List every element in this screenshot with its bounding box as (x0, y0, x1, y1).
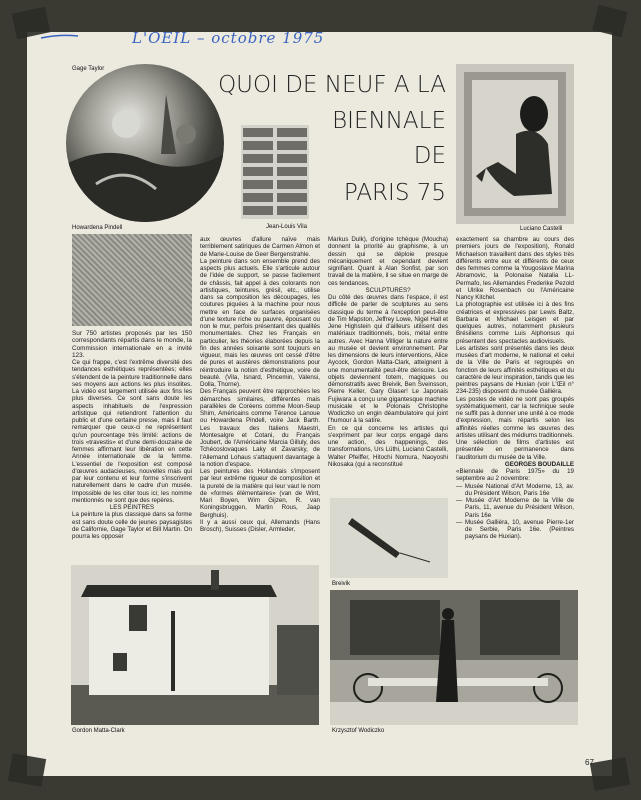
article-column-4 (456, 236, 574, 541)
caption-gage-taylor: Gage Taylor (72, 66, 105, 72)
paragraph: En ce qui concerne les artistes qui s'expriment par leur corps engagé dans une action, des happenings, des transformations, Urs Lüthi, Luciano Castelli, Walter Pfeiffer, Hitochi Nomura, Naoyoshi Nikosaka (qui a reconstitué (328, 424, 448, 468)
portrait-photo (456, 64, 574, 224)
paragraph: Une sélection de films d'artistes est présentée en permanence dans l'auditorium du musée de la Ville. (456, 439, 574, 461)
caption-gordon-matta-clark: Gordon Matta-Clark (72, 728, 125, 734)
street-photo (330, 590, 578, 725)
article-column-2 (200, 236, 320, 533)
sculpture-object (330, 498, 448, 578)
page-number: 67 (585, 758, 594, 767)
pen-stroke (40, 34, 80, 40)
caption-jean-louis-vila: Jean-Louis Vila (266, 224, 307, 230)
round-painting-image (66, 64, 224, 222)
grid-artwork-image (241, 125, 309, 219)
paragraph: La peinture la plus classique dans sa forme est sans doute celle de jeunes paysagistes de Californie, Gage Taylor et Bill Martin. On pourra les opposer (72, 511, 192, 540)
street-scene (330, 590, 578, 725)
headline-line-1: QUOI DE NEUF A LA (218, 72, 446, 98)
venue-item: — Musée National d'Art Moderne, 13, av. du Président Wilson, Paris 16e (456, 482, 574, 497)
paragraph: Les peintures des Hollandais s'imposent par leur extrême rigueur de composition et la pureté de la matière qui leur vaut le nom de «formes élémentaires» (van de Wint, Mari Boyen, Wim Gijzen, R. van Koningsbruggen, Martin Rous, Jaap Berghuis). (200, 468, 320, 519)
paragraph: Il y a aussi ceux qui, Allemands (Hans Brosch), Suisses (Disler, Armleder, (200, 518, 320, 533)
venue-item: — Musée Galliéra, 10, avenue Pierre-1er de Serbie, Paris 16e. (Peintres paysans de Huxian). (456, 518, 574, 541)
paragraph: aux œuvres d'allure naïve mais terriblement satiriques de Carmen Almon et de Marie-Louise de Geer Bergenstrahle. (200, 236, 320, 258)
caption-breivik: Breivik (332, 581, 351, 587)
article-column-1 (72, 330, 192, 540)
paragraph: Les postes de vidéo ne sont pas groupés systématiquement, car la technique seule ne suffit pas à donner une unité à ce mode d'expression, mais répartis selon les affinités réelles comme les œuvres des artistes utilisant des médiums traditionnels. (456, 395, 574, 439)
grid-pattern (241, 125, 309, 219)
tape-bottom-right (590, 757, 630, 791)
portrait-figure (456, 64, 574, 224)
house-scene (71, 565, 319, 725)
headline-line-4: PARIS 75 (343, 180, 446, 206)
exhibition-dates: «Biennale de Paris 1975» du 19 septembre au 2 novembre: (456, 468, 574, 483)
paragraph: Markus Dulk), d'origine tchèque (Moucha) donnent la priorité au graphisme, à un dessin qui se déploie presque mécaniquement et cependant devient signifiant. Quant à Alan Sonfist, par son travail de la matière, il se situe en marge de ces tendances. (328, 236, 448, 287)
caption-luciano-castelli: Luciano Castelli (520, 226, 563, 232)
tape-bottom-left (8, 753, 46, 786)
sculpture-photo (330, 498, 448, 578)
paragraph: Du côté des œuvres dans l'espace, il est difficile de parler de sculptures au sens classique du terme à l'exception peut-être de Tim Mapston, Jeffrey Lowe, Nigel Hall et Jene Highstein qui d'ailleurs utilisent des matériaux traditionnels, bois, métal entre autres. Avec Hanna Villiger la nature entre au musée et devient environnement. Par les dimensions de leurs interventions, Alice Aycock, Gordon Matta-Clark, atteignent à une monumentalité peut-être dérisoire. Les objets deviennent totem, magiques ou démonstratifs avec Breivik, Ben Sveinsson, Pierre Keller, Gary Glaser! Le Japonais Fujiwara a conçu une gigantesque machine musicale et le Polonais Christophe Wodiczko un engin déambulatoire qui joint l'humour à la satire. (328, 294, 448, 425)
venue-item: — Musée d'Art Moderne de la Ville de Paris, 11, avenue du Président Wilson, Paris 16e (456, 497, 574, 519)
handwritten-annotation: L'OEIL – octobre 1975 (132, 29, 325, 47)
article-column-3 (328, 236, 448, 468)
caption-howardena-pindell: Howardena Pindell (72, 225, 123, 231)
caption-krzysztof-wodiczko: Krzysztof Wodiczko (332, 728, 385, 734)
paragraph: La photographie est utilisée ici à des fins créatrices et expressives par Lewis Baltz, Barbara et Michael Leisgen et par quelques autres, notamment plusieurs Brésiliens comme Luis Alphonsus qui présentent des spectacles audiovisuels. (456, 301, 574, 345)
paragraph: exactement sa chambre au cours des premiers jours de l'exposition), Ronald Michaelson travaillent dans des styles très différents entre eux et différents de ceux des femmes comme la Yougoslave Marina Abramovic, la Polonaise Natalia LL-Permafo, les Allemandes Frederike Pezold et Ulrike Rosenbach ou l'Américaine Nancy Kitchel. (456, 236, 574, 301)
paragraph: Des Français peuvent être rapprochées les démarches similaires, différentes mais parallèles de Coréens comme Moon-Seup Shim, Américains comme Térence Lanoue ou Howardena Pindell, voire Jack Barth. Les travaux des Italiens Maestri, Montesalgre et Cotani, du Français Joubert, de l'Américaine Marcia Gilluly, des Tchécoslovaques Laky et Zavarsky, de l'Allemand Lohaus s'attaquent davantage à la notion d'espace. (200, 388, 320, 468)
section-heading-sculptures: SCULPTURES? (365, 286, 411, 294)
texture-artwork-image (72, 234, 192, 326)
author-signature: GEORGES BOUDAILLE (504, 460, 574, 468)
house-photo (71, 565, 319, 725)
painting-landscape (66, 64, 224, 222)
section-heading-painters: LES PEINTRES (109, 504, 155, 511)
headline-line-2: BIENNALE (332, 108, 446, 134)
drop-cap-paragraph: Sur 750 artistes proposés par les 150 correspondants répartis dans le monde, la Commission internationale en a invité 123. (72, 330, 192, 359)
headline-line-3: DE (413, 143, 446, 169)
paragraph: Les artistes sont présentés dans les deux musées d'art moderne, le national et celui de la Ville de Paris et regroupés en fonction de leurs affinités esthétiques et du caractère de leur inspiration, tandis que les peintres paysans de Huxian (voir L'Œil n° 234-235) disposent du musée Galliéra. (456, 344, 574, 396)
paragraph: La peinture dans son ensemble prend des aspects plus actuels. Elle s'articule autour de l'idée de support, se passe facilement de châssis, fait appel à des colorants non artistiques, teintures, grésil, etc., utilise dans sa composition les découpages, les coutures piquées à la machine pour nous mettre en face de surfaces organisées d'une texture riche ou pauvre, épousant ou non le mur, perfois présentant des qualités monumentales. Chez les Français en particulier, les théories élaborées depuis la fin des années soixante sont toujours en vigueur, mais les œuvres ont cessé d'être de pures et austères démonstrations pour réintroduire la notion d'esthétique, voire de beauté. (Vila, Isnard, Pincemin, Valensi, Dolla, Thorne). (200, 257, 320, 388)
paragraph: Ce qui frappe, c'est l'extrême diversité des tendances esthétiques représentées; elles s'étendent de la peinture traditionnelle dans ses moyens aux actions les plus insolites. La vidéo est largement utilisée aux fins les plus diverses. Ce sont sans doute les aspects inhabituels de l'expression artistique qui retiendront l'attention du public et d'une certaine presse, mais il faut remarquer que ceux-ci ne représentent qu'un pourcentage très limité: actions de trois «travestis» et d'une demi-douzaine de femmes affirmant leur libération en cette Année internationale de la femme. L'essentiel de l'exposition est composé d'œuvres audacieuses, nouvelles mais qui par leur contenu et leur forme s'inscrivent naturellement dans le cadre d'un musée. Impossible de les citer tous ici; les nomme mentionnés ne sont que des repères. (72, 359, 192, 504)
